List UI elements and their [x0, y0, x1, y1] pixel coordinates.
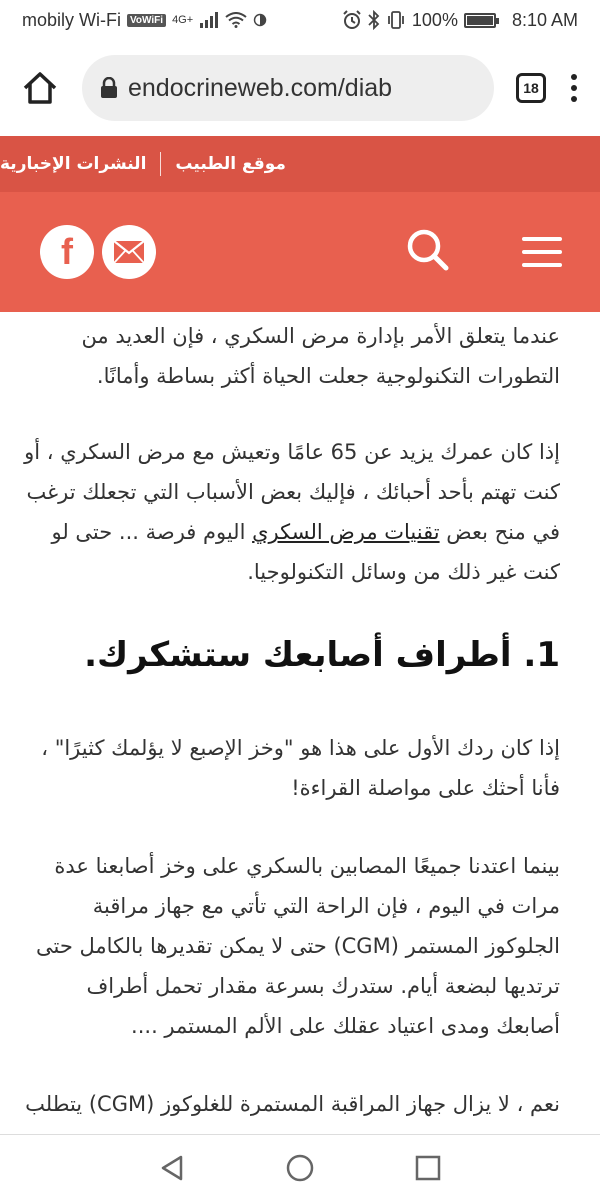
- home-icon: [22, 71, 58, 105]
- search-button[interactable]: [406, 228, 450, 276]
- diabetes-tech-link[interactable]: تقنيات مرض السكري: [252, 520, 440, 544]
- hamburger-line: [522, 237, 562, 241]
- browser-menu-button[interactable]: [568, 74, 580, 102]
- back-icon[interactable]: [159, 1154, 185, 1182]
- article-paragraph: عندما يتعلق الأمر بإدارة مرض السكري ، فإن العديد من التطورات التكنولوجية جعلت الحياة أكثر بساطة وأمانًا.: [81, 324, 560, 388]
- site-top-nav: [0, 136, 600, 192]
- nav-link-doctor-site[interactable]: موقع الطبيب: [175, 154, 286, 174]
- status-left: [22, 10, 267, 31]
- facebook-button[interactable]: [40, 225, 94, 279]
- menu-dot: [571, 96, 577, 102]
- tab-count: 18: [523, 80, 539, 96]
- menu-button[interactable]: [522, 237, 562, 267]
- vowifi-badge: VoWiFi: [127, 14, 166, 27]
- vibrate-icon: [386, 10, 406, 30]
- recents-icon[interactable]: [415, 1155, 441, 1181]
- menu-dot: [571, 74, 577, 80]
- social-links: [40, 225, 156, 279]
- network-type: 4G+: [172, 14, 194, 26]
- clock: 8:10 AM: [511, 9, 578, 30]
- envelope-icon: [113, 240, 145, 264]
- site-header: [0, 192, 600, 312]
- paragraph-text: اليوم فرصة ... حتى لو كنت غير ذلك من وسائل التكنولوجيا.: [51, 520, 560, 584]
- facebook-icon: f: [61, 231, 73, 272]
- tab-switcher-button[interactable]: [516, 73, 546, 103]
- article-body: [0, 312, 600, 1134]
- browser-toolbar: [0, 40, 600, 136]
- paragraph-text: إذا كان عمرك يزيد عن 65 عامًا وتعيش مع مرض السكري ، أو كنت تهتم بأحد أحبائك ، فإليك بعض الأسباب التي تجعلك ترغب في منح بعض: [24, 440, 560, 544]
- system-nav-bar: [0, 1134, 600, 1200]
- nav-divider: [160, 152, 161, 176]
- menu-dot: [571, 85, 577, 91]
- address-bar[interactable]: [82, 55, 494, 121]
- hamburger-line: [522, 250, 562, 254]
- search-icon: [406, 228, 450, 272]
- hamburger-line: [522, 263, 562, 267]
- article-paragraph: بينما اعتدنا جميعًا المصابين بالسكري على وخز أصابعنا عدة مرات في اليوم ، فإن الراحة التي تأتي مع جهاز مراقبة الجلوكوز المستمر (CGM) حتى لا يمكن تقديرها بالكامل حتى ترتديها لبضعة أيام. ستدرك بسرعة مقدار تحمل أطراف أصابعك ومدى اعتياد عقلك على الألم المستمر ....: [36, 854, 560, 1038]
- lock-icon: [100, 77, 118, 99]
- article-paragraph: إذا كان ردك الأول على هذا هو "وخز الإصبع لا يؤلمك كثيرًا" ، فأنا أحثك على مواصلة القراءة!: [41, 736, 560, 800]
- home-button[interactable]: [20, 68, 60, 108]
- data-saver-icon: [253, 13, 267, 27]
- home-circle-icon[interactable]: [285, 1153, 315, 1183]
- url-text: endocrineweb.com/diab: [128, 73, 393, 102]
- bluetooth-icon: [368, 10, 380, 30]
- nav-link-newsletters[interactable]: النشرات الإخبارية: [0, 154, 147, 174]
- carrier-label: mobily Wi-Fi: [22, 9, 121, 30]
- status-bar: [0, 0, 600, 40]
- header-actions: [406, 228, 562, 276]
- signal-icon: [199, 12, 219, 28]
- email-button[interactable]: [102, 225, 156, 279]
- battery-icon: [464, 13, 496, 28]
- status-right: [342, 10, 578, 31]
- alarm-icon: [342, 10, 362, 30]
- battery-percent: 100%: [411, 9, 458, 30]
- section-heading: 1. أطراف أصابعك ستشكرك.: [84, 635, 560, 675]
- article-paragraph: [24, 432, 560, 592]
- wifi-icon: [225, 12, 247, 28]
- article-paragraph: نعم ، لا يزال جهاز المراقبة المستمرة للغلوكوز (CGM) يتطلب: [25, 1092, 560, 1116]
